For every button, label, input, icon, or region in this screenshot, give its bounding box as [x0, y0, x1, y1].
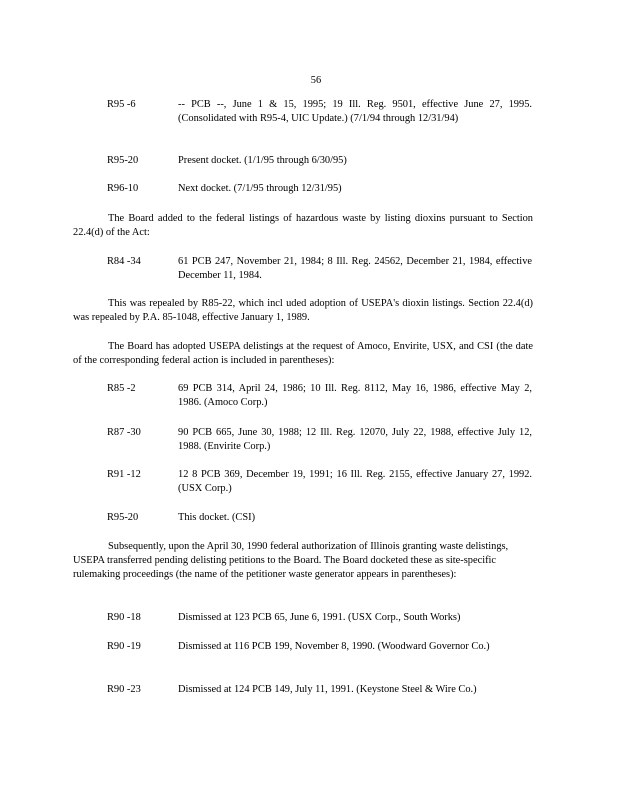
docket-description: 12 8 PCB 369, December 19, 1991; 16 Ill. Reg. 2155, effective January 27, 1992. (USX Corp.)	[178, 469, 532, 494]
body-paragraph: Subsequently, upon the April 30, 1990 federal authorization of Illinois granting waste delistings, USEPA transferred pending delisting petitions to the Board. The Board docketed these as site-specific rulemaking proceedings (the name of the petitioner waste generator appears in parentheses):	[73, 541, 509, 580]
body-paragraph: This was repealed by R85-22, which incl uded adoption of USEPA's dioxin listings. Section 22.4(d) was repealed by P.A. 85-1048, effective January 1, 1989.	[73, 298, 533, 323]
docket-description: Next docket. (7/1/95 through 12/31/95)	[178, 183, 342, 194]
docket-description: Present docket. (1/1/95 through 6/30/95)	[178, 155, 347, 166]
docket-entry	[107, 611, 532, 625]
docket-entry	[107, 182, 532, 196]
docket-entry	[107, 255, 532, 283]
docket-entry	[107, 683, 532, 697]
docket-description: -- PCB --, June 1 & 15, 1995; 19 Ill. Reg. 9501, effective June 27, 1995. (Consolidated with R95-4, UIC Update.) (7/1/94 through 12/31/94)	[178, 99, 532, 124]
docket-number: R85 -2	[107, 383, 136, 394]
docket-description: Dismissed at 116 PCB 199, November 8, 1990. (Woodward Governor Co.)	[178, 641, 490, 652]
docket-description: Dismissed at 124 PCB 149, July 11, 1991. (Keystone Steel & Wire Co.)	[178, 684, 477, 695]
docket-number: R95 -6	[107, 99, 136, 110]
docket-entry	[107, 640, 532, 654]
docket-entry	[107, 154, 532, 168]
docket-entry	[107, 468, 532, 496]
docket-number: R90 -19	[107, 641, 141, 652]
docket-entry	[107, 98, 532, 126]
body-paragraph: The Board added to the federal listings of hazardous waste by listing dioxins pursuant to Section 22.4(d) of the Act:	[73, 213, 533, 238]
docket-description: 61 PCB 247, November 21, 1984; 8 Ill. Reg. 24562, December 21, 1984, effective December 11, 1984.	[178, 256, 532, 281]
docket-description: 90 PCB 665, June 30, 1988; 12 Ill. Reg. 12070, July 22, 1988, effective July 12, 1988. (Envirite Corp.)	[178, 427, 532, 452]
page-number: 56	[310, 75, 322, 86]
docket-number: R87 -30	[107, 427, 141, 438]
docket-description: Dismissed at 123 PCB 65, June 6, 1991. (USX Corp., South Works)	[178, 612, 461, 623]
docket-entry	[107, 382, 532, 410]
body-paragraph: The Board has adopted USEPA delistings at the request of Amoco, Envirite, USX, and CSI (the date of the corresponding federal action is included in parentheses):	[73, 341, 533, 366]
docket-number: R90 -18	[107, 612, 141, 623]
docket-description: 69 PCB 314, April 24, 1986; 10 Ill. Reg. 8112, May 16, 1986, effective May 2, 1986. (Amoco Corp.)	[178, 383, 532, 408]
docket-number: R84 -34	[107, 256, 141, 267]
docket-number: R96-10	[107, 183, 139, 194]
docket-entry	[107, 511, 532, 525]
docket-number: R90 -23	[107, 684, 141, 695]
docket-description: This docket. (CSI)	[178, 512, 256, 523]
docket-number: R91 -12	[107, 469, 141, 480]
docket-number: R95-20	[107, 155, 139, 166]
docket-number: R95-20	[107, 512, 139, 523]
docket-entry	[107, 426, 532, 454]
